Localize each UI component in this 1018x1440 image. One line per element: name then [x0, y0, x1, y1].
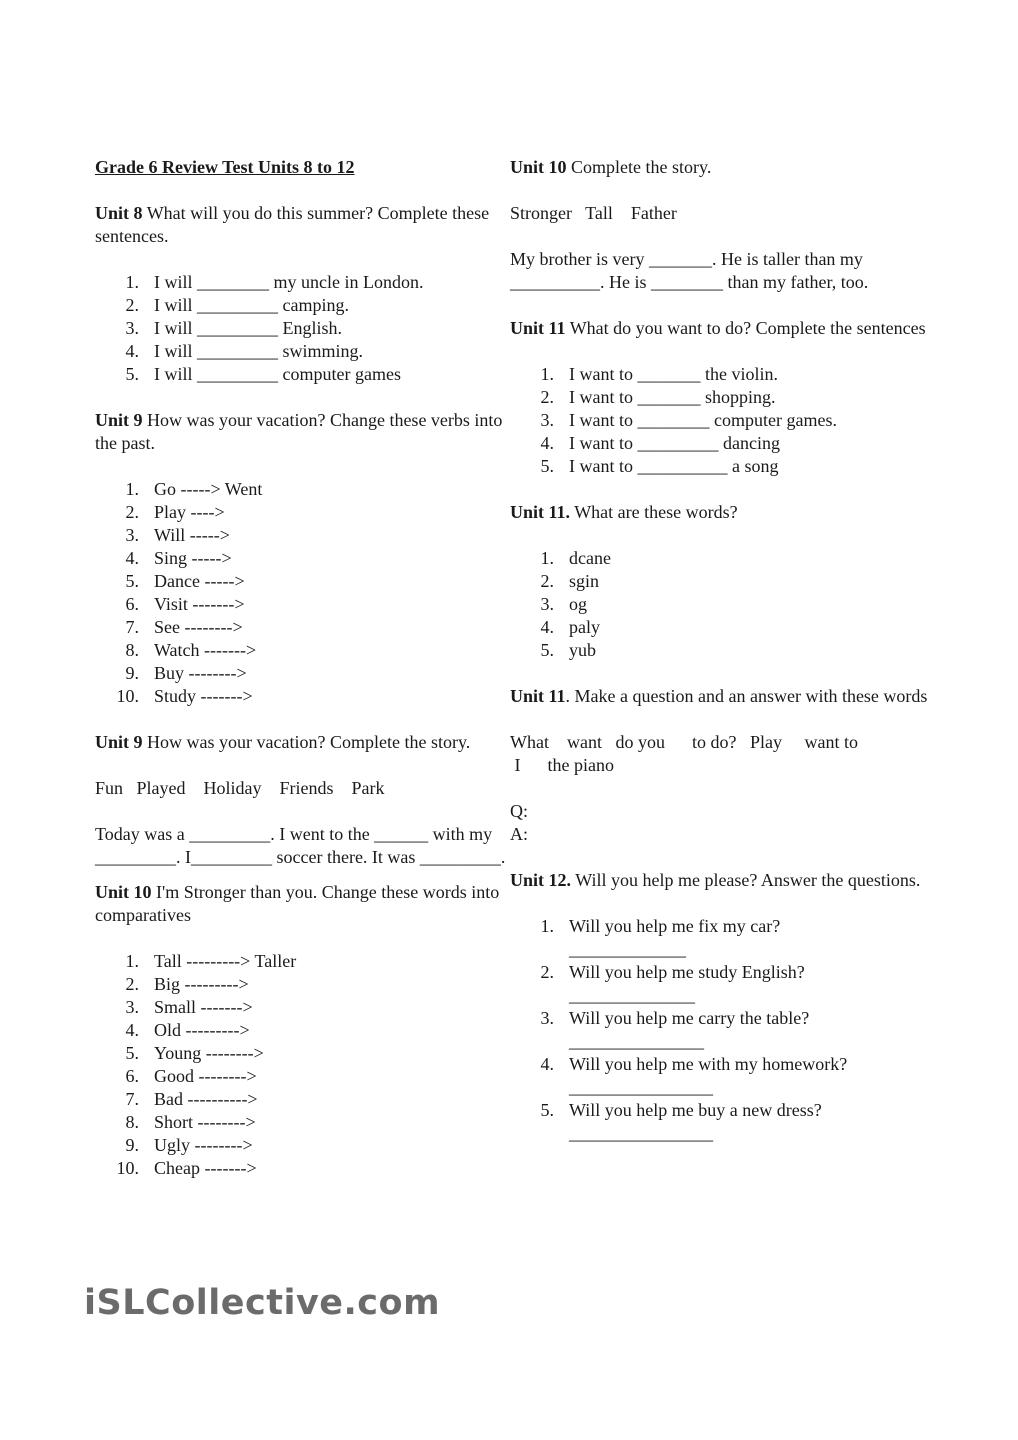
unit12-instruction: Will you help me please? Answer the questions. [571, 870, 921, 890]
list-item: 3. Will -----> [125, 525, 230, 545]
list-item: 3. og [540, 594, 587, 614]
unit11c-label: Unit 11 [510, 686, 566, 706]
list-item: 4. Old ---------> [125, 1020, 250, 1040]
list-item: 5. Young --------> [125, 1043, 264, 1063]
list-item: 4. I will _________ swimming. [125, 341, 364, 361]
list-item: 5. yub [540, 640, 596, 660]
unit11a-label: Unit 11 [510, 318, 566, 338]
list-item: 6. Good --------> [125, 1066, 257, 1086]
answer-label: A: [510, 824, 528, 844]
list-item: 1. I want to _______ the violin. [540, 364, 778, 384]
unit10b-story: My brother is very _______. He is taller than my __________. He is ________ than my father, too. [510, 249, 869, 292]
right-column [510, 156, 930, 1145]
list-item: 9. Ugly --------> [125, 1135, 253, 1155]
unit11a-list [510, 363, 930, 478]
unit9b-story: Today was a _________. I went to the ______ with my _________. I_________ soccer there. It was _________. [95, 824, 506, 867]
list-item: 4. Sing -----> [125, 548, 232, 568]
answer-blank: ______________ [569, 985, 695, 1005]
list-item: 10. Cheap -------> [116, 1158, 257, 1178]
unit12-label: Unit 12. [510, 870, 572, 890]
list-item: 8. Watch -------> [125, 640, 257, 660]
page-title: Grade 6 Review Test Units 8 to 12 [95, 157, 355, 177]
unit11a-instruction: What do you want to do? Complete the sentences [565, 318, 926, 338]
list-item: 2. Play ----> [125, 502, 225, 522]
unit11c-words-line1: What want do you to do? Play want to [510, 732, 858, 752]
unit9b-heading [95, 731, 515, 754]
unit10a-instruction: I'm Stronger than you. Change these words into comparatives [95, 882, 504, 925]
unit12-list [510, 1099, 930, 1122]
list-item: 10. Study -------> [116, 686, 253, 706]
unit11c-heading [510, 685, 930, 708]
unit9a-heading [95, 409, 515, 455]
unit10a-heading [95, 881, 515, 927]
list-item: 5. Dance -----> [125, 571, 245, 591]
list-item: 3. Will you help me carry the table? [540, 1008, 810, 1028]
list-item: 2. sgin [540, 571, 600, 591]
unit12-list [510, 1053, 930, 1076]
unit11b-list [510, 547, 930, 662]
answer-blank: ________________ [569, 1077, 713, 1097]
unit11c-words-line2: I the piano [510, 755, 614, 775]
list-item: 5. I want to __________ a song [540, 456, 779, 476]
unit11c-instruction: . Make a question and an answer with these words [565, 686, 928, 706]
list-item: 3. I will _________ English. [125, 318, 342, 338]
unit11a-heading [510, 317, 930, 340]
unit8-list [95, 271, 515, 386]
unit9a-instruction: How was your vacation? Change these verbs into the past. [95, 410, 507, 453]
unit9a-list [95, 478, 515, 708]
list-item: 3. I want to ________ computer games. [540, 410, 837, 430]
unit8-label: Unit 8 [95, 203, 143, 223]
list-item: 3. Small -------> [125, 997, 253, 1017]
question-label: Q: [510, 801, 528, 821]
list-item: 2. I want to _______ shopping. [540, 387, 776, 407]
left-column [95, 156, 515, 1180]
unit9b-instruction: How was your vacation? Complete the story. [142, 732, 471, 752]
watermark-logo: iSLCollective.com [84, 1283, 441, 1323]
list-item: 2. Will you help me study English? [540, 962, 805, 982]
unit9a-label: Unit 9 [95, 410, 143, 430]
list-item: 5. Will you help me buy a new dress? [540, 1100, 822, 1120]
answer-blank: ________________ [569, 1123, 713, 1143]
unit12-heading [510, 869, 930, 892]
list-item: 4. Will you help me with my homework? [540, 1054, 848, 1074]
unit10b-heading [510, 156, 930, 179]
unit10b-word-bank: Stronger Tall Father [510, 203, 677, 223]
unit8-heading [95, 202, 515, 248]
list-item: 5. I will _________ computer games [125, 364, 401, 384]
unit12-list [510, 961, 930, 984]
list-item: 1. Go -----> Went [125, 479, 263, 499]
unit10a-label: Unit 10 [95, 882, 152, 902]
list-item: 1. Will you help me fix my car? [540, 916, 781, 936]
unit10b-instruction: Complete the story. [566, 157, 712, 177]
list-item: 4. paly [540, 617, 600, 637]
unit10a-list [95, 950, 515, 1180]
unit10b-label: Unit 10 [510, 157, 567, 177]
answer-blank: _____________ [569, 939, 686, 959]
list-item: 1. dcane [540, 548, 611, 568]
list-item: 4. I want to _________ dancing [540, 433, 780, 453]
list-item: 7. Bad ----------> [125, 1089, 258, 1109]
unit11b-instruction: What are these words? [570, 502, 738, 522]
list-item: 1. Tall ---------> Taller [125, 951, 297, 971]
list-item: 2. I will _________ camping. [125, 295, 349, 315]
unit11b-label: Unit 11. [510, 502, 571, 522]
list-item: 2. Big ---------> [125, 974, 249, 994]
list-item: 7. See --------> [125, 617, 243, 637]
list-item: 1. I will ________ my uncle in London. [125, 272, 424, 292]
unit9b-word-bank: Fun Played Holiday Friends Park [95, 778, 385, 798]
unit11b-heading [510, 501, 930, 524]
answer-blank: _______________ [569, 1031, 704, 1051]
unit9b-label: Unit 9 [95, 732, 143, 752]
unit12-list [510, 915, 930, 938]
list-item: 6. Visit -------> [125, 594, 245, 614]
unit12-list [510, 1007, 930, 1030]
list-item: 9. Buy --------> [125, 663, 247, 683]
unit8-instruction: What will you do this summer? Complete these sentences. [95, 203, 494, 246]
list-item: 8. Short --------> [125, 1112, 256, 1132]
